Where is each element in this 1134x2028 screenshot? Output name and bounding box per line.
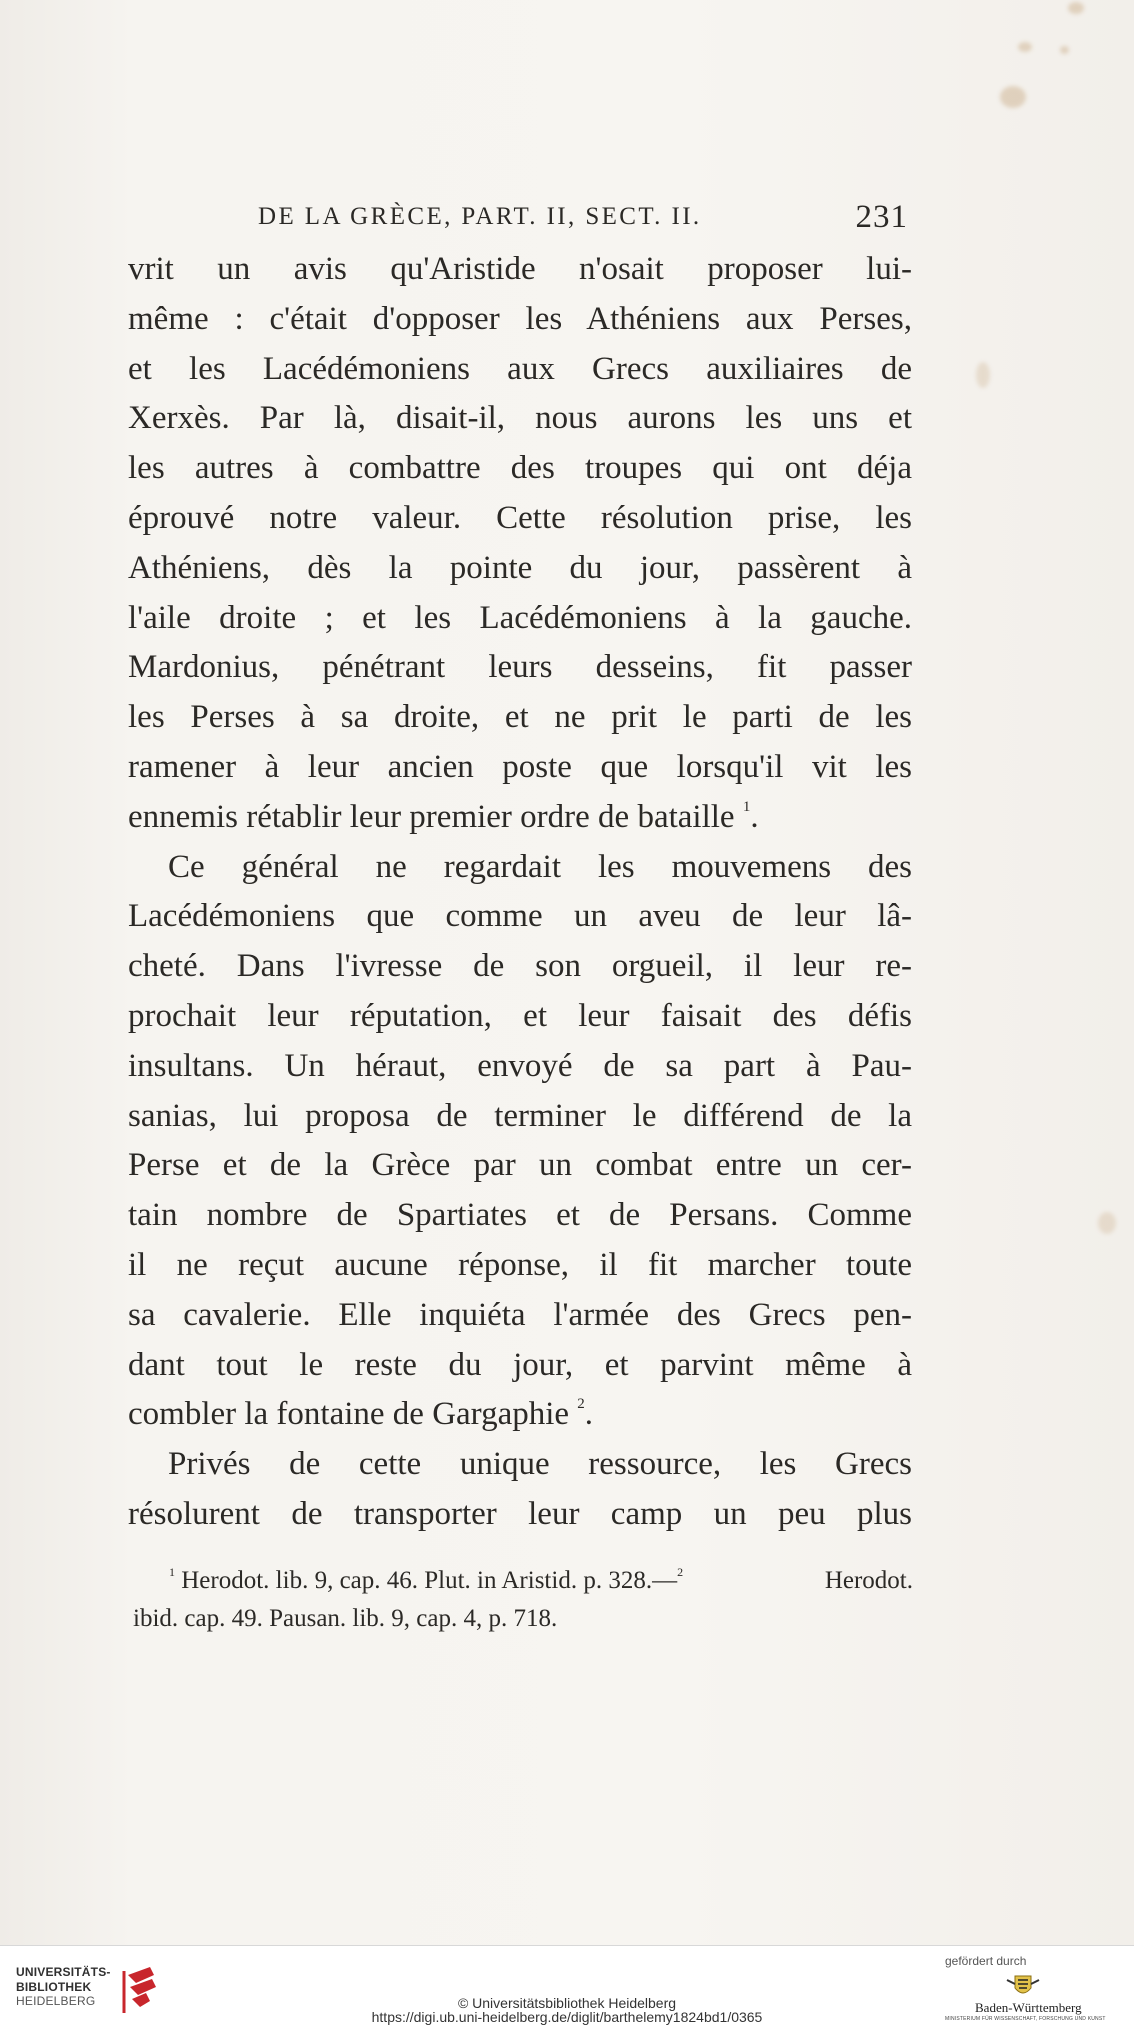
footnote-marker: 2 bbox=[677, 1565, 684, 1579]
text-line: prochait leur réputation, et leur faisait des défis bbox=[128, 997, 912, 1034]
footnote-text: Herodot. lib. 9, cap. 46. Plut. in Aristid. p. 328.— bbox=[181, 1567, 678, 1594]
footnotes bbox=[133, 1562, 913, 1638]
text-line bbox=[128, 1390, 912, 1440]
sponsor-logo[interactable] bbox=[945, 1954, 1115, 2024]
foxing-stain bbox=[1098, 1212, 1116, 1234]
coat-of-arms-icon bbox=[1003, 1970, 1043, 2000]
text-line: l'aile droite ; et les Lacédémoniens à la gauche. bbox=[128, 599, 912, 636]
sponsor-name: Baden-Württemberg bbox=[975, 2000, 1082, 2015]
text-line: Ce général ne regardait les mouvemens des bbox=[168, 848, 912, 885]
text-line: et les Lacédémoniens aux Grecs auxiliaires de bbox=[128, 350, 912, 387]
foxing-stain bbox=[1018, 42, 1032, 52]
footnote-line: ibid. cap. 49. Pausan. lib. 9, cap. 4, p. 718. bbox=[133, 1605, 558, 1632]
text-line: résolurent de transporter leur camp un peu plus bbox=[128, 1495, 912, 1532]
text-line-punctuation: . bbox=[750, 798, 759, 835]
text-line: tain nombre de Spartiates et de Persans. Comme bbox=[128, 1197, 912, 1234]
sponsor-label: gefördert durch bbox=[945, 1954, 1027, 1968]
text-line: Privés de cette unique ressource, les Grecs bbox=[168, 1446, 912, 1483]
running-head-title: DE LA GRÈCE, PART. II, SECT. II. bbox=[258, 203, 702, 230]
text-line: ramener à leur ancien poste que lorsqu'il vit les bbox=[128, 748, 912, 785]
text-line bbox=[128, 793, 912, 843]
footnote-reference: 1 bbox=[742, 798, 751, 815]
footnote-reference: 2 bbox=[577, 1396, 585, 1413]
text-line: sanias, lui proposa de terminer le différend de la bbox=[128, 1097, 912, 1134]
text-line-content: ennemis rétablir leur premier ordre de bataille bbox=[128, 798, 735, 835]
footnote-marker: 1 bbox=[169, 1565, 175, 1579]
text-line: il ne reçut aucune réponse, il fit marcher toute bbox=[128, 1246, 912, 1283]
text-line: sa cavalerie. Elle inquiéta l'armée des Grecs pen- bbox=[128, 1296, 912, 1333]
text-line-punctuation: . bbox=[584, 1396, 594, 1433]
text-line: Perse et de la Grèce par un combat entre un cer- bbox=[128, 1147, 912, 1184]
text-line: vrit un avis qu'Aristide n'osait proposer lui- bbox=[128, 251, 912, 287]
text-line: Xerxès. Par là, disait-il, nous aurons les uns et bbox=[128, 400, 912, 437]
foxing-stain bbox=[1068, 2, 1084, 14]
body-text bbox=[128, 245, 912, 1540]
sponsor-ministry: MINISTERIUM FÜR WISSENSCHAFT, FORSCHUNG UND KUNST bbox=[945, 2016, 1106, 2022]
text-line: Mardonius, pénétrant leurs desseins, fit passer bbox=[128, 649, 912, 686]
text-line: même : c'était d'opposer les Athéniens aux Perses, bbox=[128, 300, 912, 337]
text-line: insultans. Un héraut, envoyé de sa part à Pau- bbox=[128, 1047, 912, 1084]
library-name-line: UNIVERSITÄTS- bbox=[16, 1965, 111, 1979]
library-name-line: HEIDELBERG bbox=[16, 1994, 96, 2008]
permalink-url[interactable]: https://digi.ub.uni-heidelberg.de/diglit/barthelemy1824bd1/0365 bbox=[371, 2009, 763, 2025]
viewer-footer bbox=[0, 1945, 1134, 2028]
running-head bbox=[258, 199, 908, 243]
library-name-line: BIBLIOTHEK bbox=[16, 1979, 92, 1994]
text-line: Lacédémoniens que comme un aveu de leur lâ- bbox=[128, 898, 912, 935]
foxing-stain bbox=[1000, 86, 1026, 108]
text-line: dant tout le reste du jour, et parvint même à bbox=[128, 1346, 912, 1383]
text-line: les Perses à sa droite, et ne prit le parti de les bbox=[128, 699, 912, 736]
page-number: 231 bbox=[855, 199, 908, 235]
text-line: éprouvé notre valeur. Cette résolution prise, les bbox=[128, 499, 912, 536]
footnote-line bbox=[133, 1562, 913, 1600]
text-line: cheté. Dans l'ivresse de son orgueil, il leur re- bbox=[128, 948, 912, 985]
footnote-text: Herodot. bbox=[824, 1567, 913, 1594]
text-line: les autres à combattre des troupes qui ont déja bbox=[128, 450, 912, 487]
foxing-stain bbox=[1060, 46, 1069, 54]
copyright-notice: © Universitätsbibliothek Heidelberg bbox=[457, 1995, 677, 2011]
text-line: Athéniens, dès la pointe du jour, passèrent à bbox=[128, 549, 912, 586]
foxing-stain bbox=[976, 362, 990, 388]
text-line-content: combler la fontaine de Gargaphie bbox=[128, 1396, 570, 1433]
